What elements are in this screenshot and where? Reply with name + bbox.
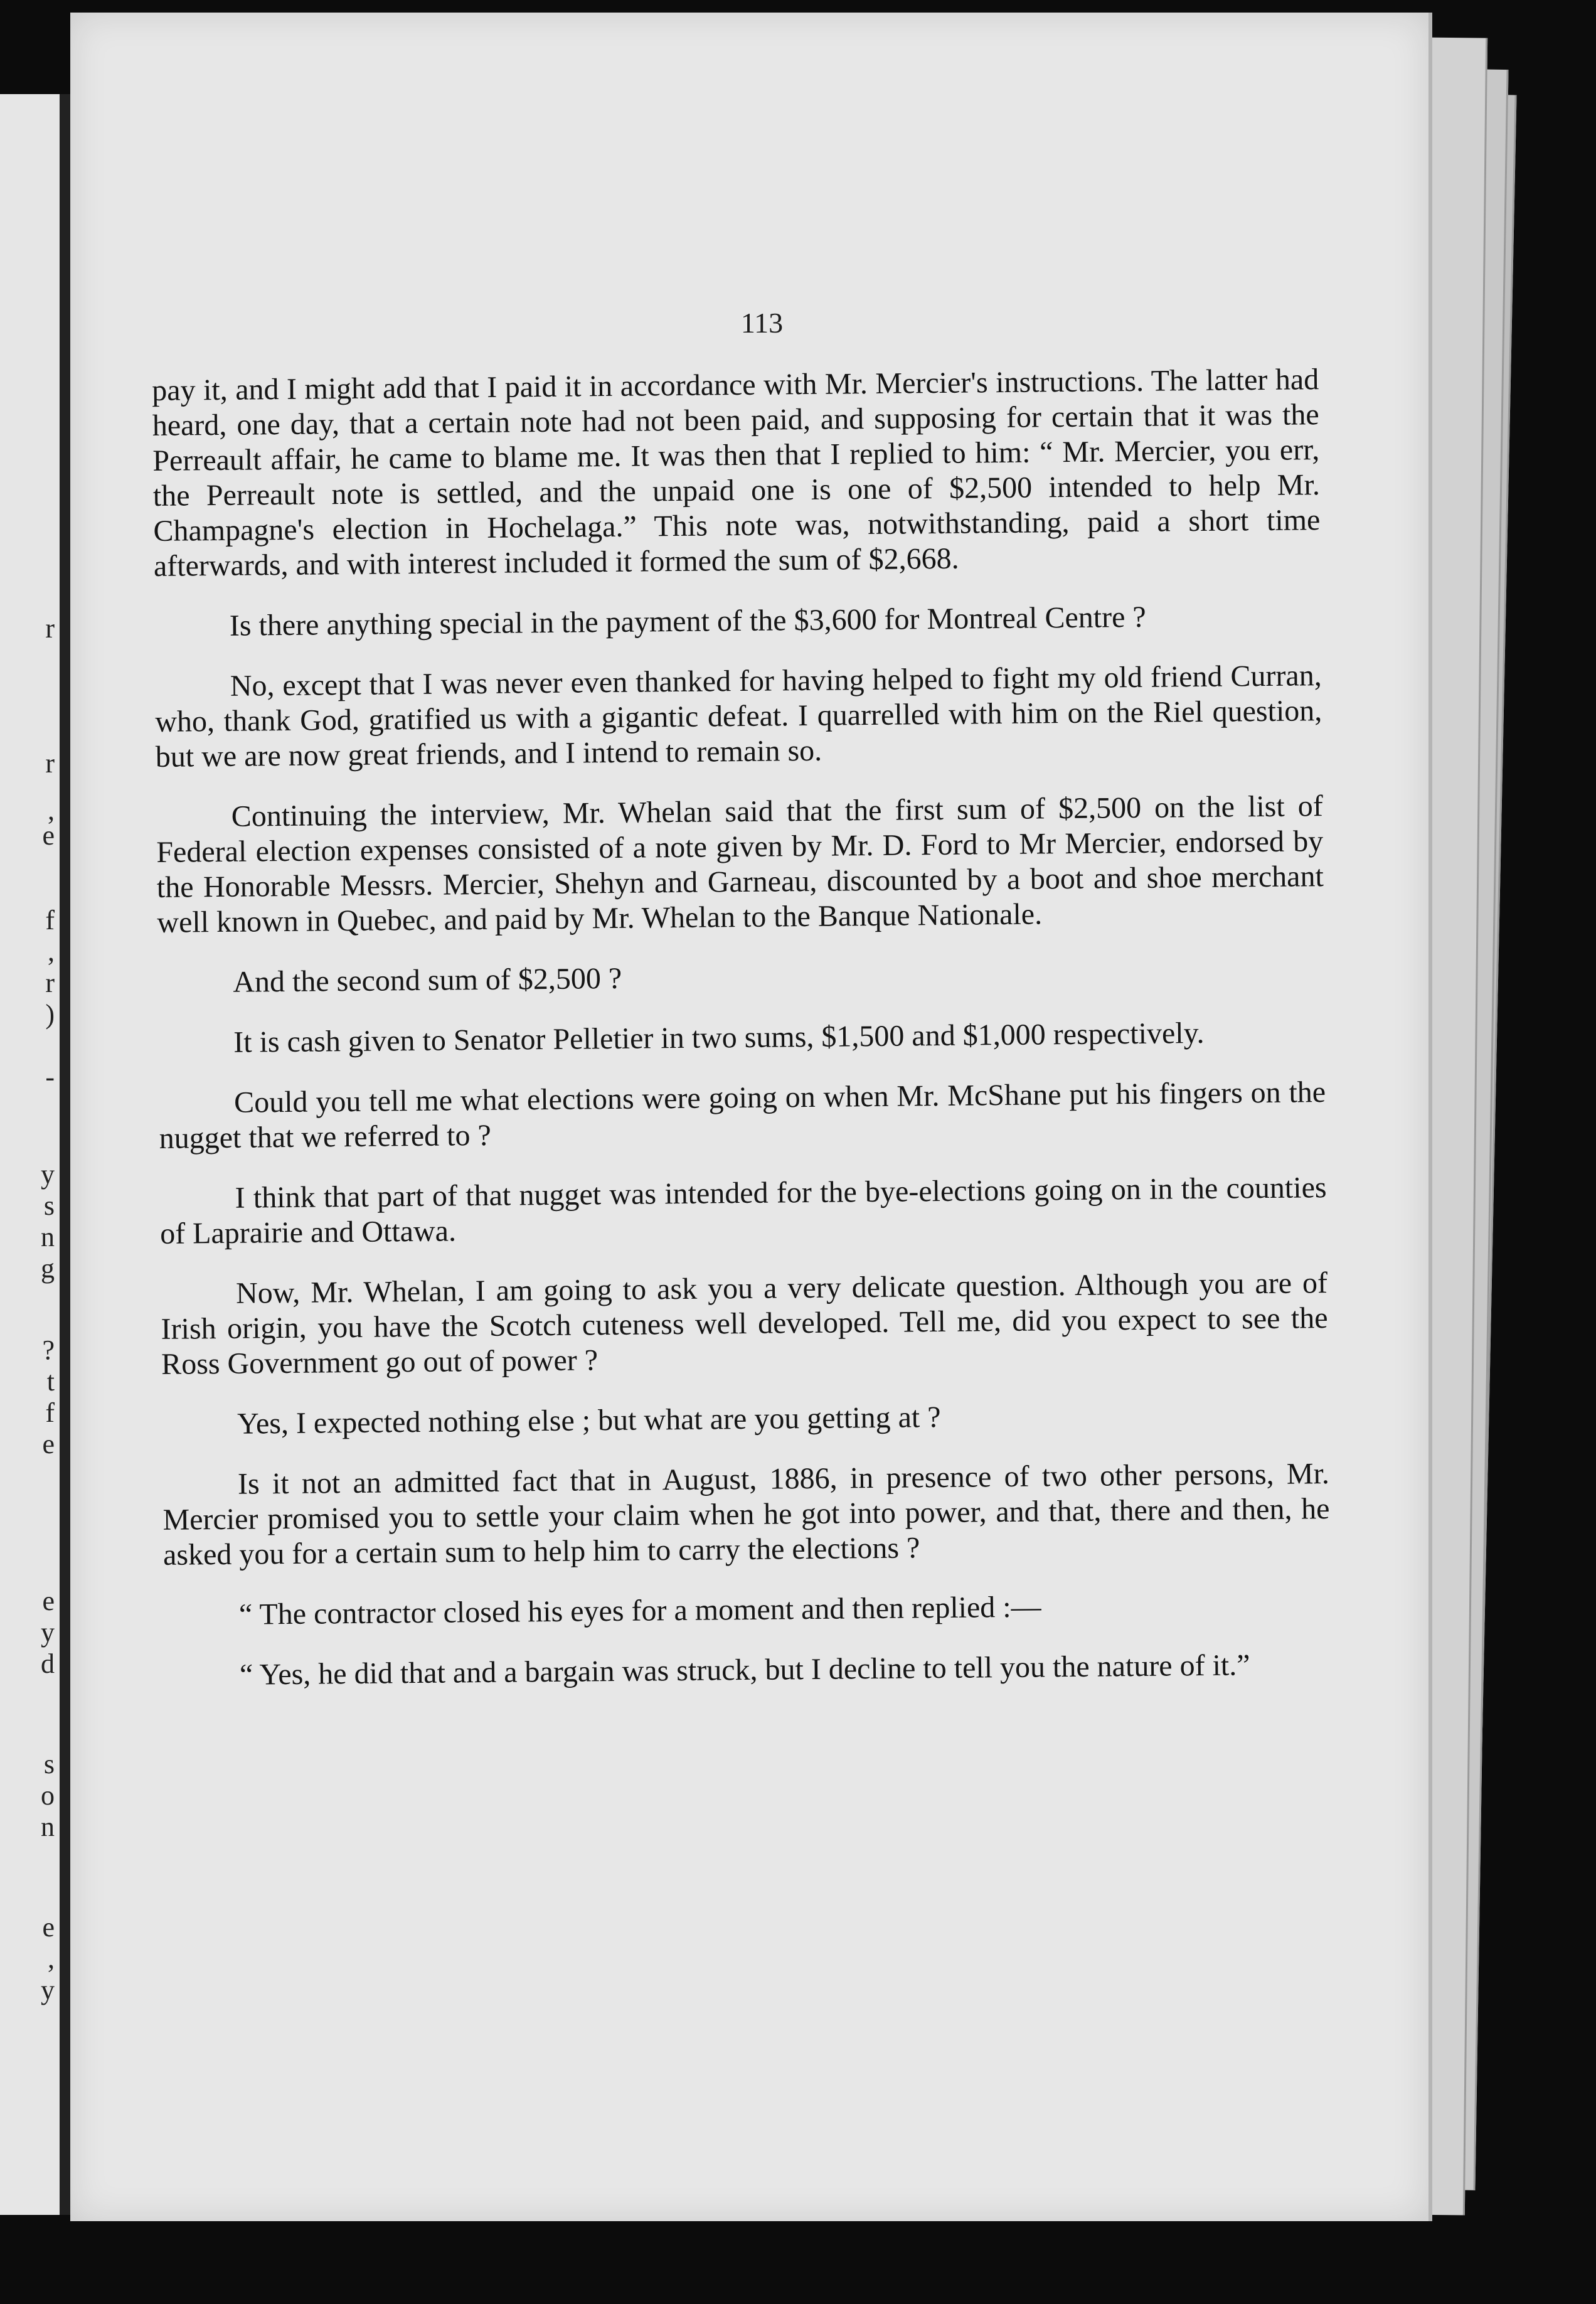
- left-page-text-fragment: s: [43, 1749, 55, 1779]
- paragraph: Is it not an admitted fact that in August, 1886, in presence of two other persons, Mr. Mercier promised you to settle your claim when he got into power, and that, there and then, he asked you for a certain sum to help him to carry the elections ?: [162, 1457, 1330, 1572]
- left-page-text-fragment: d: [41, 1648, 55, 1679]
- paragraph: pay it, and I might add that I paid it in accordance with Mr. Mercier's instructions. The latter had heard, one day, that a certain note had not been paid, and supposing for certain that it was the Perreault affair, he came to blame me. It was then that I replied to him: “ Mr. Mercier, you err, the Perreault note is settled, and the unpaid one is one of $2,500 intended to help Mr. Champagne's election in Hochelaga.” This note was, notwithstanding, paid a short time afterwards, and with interest included it formed the sum of $2,668.: [152, 363, 1321, 583]
- left-page-text-fragment: ,: [48, 795, 55, 826]
- left-page-text-fragment: y: [41, 1975, 55, 2005]
- paragraph: It is cash given to Senator Pelletier in two sums, $1,500 and $1,000 respectively.: [233, 1016, 1205, 1059]
- page-number: 113: [740, 307, 784, 339]
- left-page-text-fragment: ,: [48, 1943, 55, 1974]
- paragraph: Could you tell me what elections were going on when Mr. McShane put his fingers on the nugget that we referred to ?: [159, 1075, 1326, 1155]
- left-page-text-fragment: e: [42, 1586, 55, 1616]
- book-page: [70, 13, 1432, 2221]
- paragraph: “ Yes, he did that and a bargain was struck, but I decline to tell you the nature of it.”: [239, 1648, 1250, 1692]
- paragraph: Yes, I expected nothing else ; but what are you getting at ?: [237, 1400, 941, 1441]
- left-page-text-fragment: r: [45, 613, 55, 644]
- paragraph: I think that part of that nugget was intended for the bye-elections going on in the counties of Laprairie and Ottawa.: [159, 1171, 1327, 1251]
- left-page-text-fragment: e: [42, 820, 55, 851]
- left-page-text-fragment: n: [41, 1222, 55, 1252]
- left-page-text-fragment: t: [46, 1366, 55, 1397]
- paragraph: Continuing the interview, Mr. Whelan said that the first sum of $2,500 on the list of Federal election expenses consisted of a note given by Mr. D. Ford to Mr Mercier, endorsed by the Honorable Messrs. Mercier, Shehyn and Garneau, discounted by a boot and shoe merchant well known in Quebec, and paid by Mr. Whelan to the Banque Nationale.: [156, 789, 1324, 939]
- left-page-text-fragment: ?: [42, 1335, 55, 1365]
- left-page-text-fragment: o: [41, 1780, 55, 1811]
- left-page-text-fragment: r: [45, 748, 55, 779]
- left-page-text-fragment: r: [45, 968, 55, 998]
- paragraph: And the second sum of $2,500 ?: [233, 961, 622, 999]
- left-page-text-fragment: g: [41, 1253, 55, 1284]
- left-page-text-fragment: ): [45, 999, 55, 1030]
- paragraph: Now, Mr. Whelan, I am going to ask you a very delicate question. Although you are of Irish origin, you have the Scotch cuteness well developed. Tell me, did you expect to see the Ross Government go out of power ?: [161, 1266, 1328, 1381]
- previous-page-fragment: [0, 94, 71, 2215]
- paragraph: Is there anything special in the payment of the $3,600 for Montreal Centre ?: [229, 600, 1146, 643]
- left-page-text-fragment: -: [45, 1062, 55, 1092]
- left-page-text-fragment: s: [43, 1190, 55, 1221]
- left-page-text-fragment: y: [41, 1159, 55, 1190]
- left-page-text-fragment: y: [41, 1617, 55, 1648]
- paragraph: No, except that I was never even thanked for having helped to fight my old friend Curran, who, thank God, gratified us with a gigantic defeat. I quarrelled with him on the Riel question, but we are now great friends, and I intend to remain so.: [155, 659, 1322, 774]
- left-page-text-fragment: f: [45, 905, 55, 936]
- left-page-text-fragment: e: [42, 1912, 55, 1943]
- left-page-text-fragment: e: [42, 1429, 55, 1459]
- paragraph: “ The contractor closed his eyes for a moment and then replied :—: [238, 1590, 1041, 1631]
- left-page-text-fragment: f: [45, 1397, 55, 1428]
- left-page-text-fragment: n: [41, 1811, 55, 1842]
- page-body: [152, 362, 1331, 1719]
- left-page-text-fragment: ,: [48, 936, 55, 967]
